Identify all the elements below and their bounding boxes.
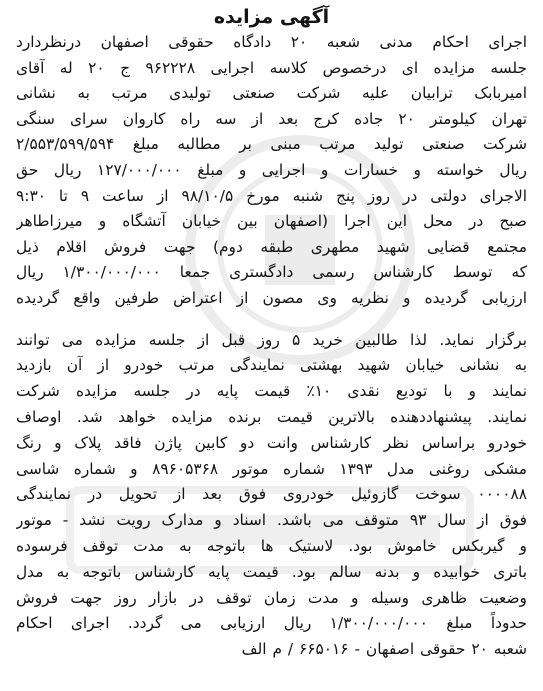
paragraph-1-line: اجرای احکام مدنی شعبه ۲۰ دادگاه حقوقی اصفهان درنظردارد [16, 33, 527, 51]
paragraph-1-line: مجتمع قضایی شهید مطهری طبقه دوم) جهت فروش اقلام ذیل [16, 237, 527, 256]
paragraph-1-line: جلسه مزایده ای درخصوص کلاسه اجرایی ۹۶۲۲۲۸ ج ۲۰ له آقای [16, 58, 527, 77]
paragraph-2-line: ۰۰۰۰۸۸ سوخت گازوئیل خودروی فوق بعد از تحویل در نمایندگی [16, 485, 527, 504]
paragraph-1-line: که توسط کارشناس رسمی دادگستری جمعا ۱/۳۰۰/۰۰۰/۰۰۰ ریال [16, 263, 527, 282]
paragraph-2-line: باتری خوابیده و بدنه سالم بود. قیمت پایه کارشناس باتوجه به مدل [16, 562, 527, 581]
paragraph-1-line: صبح در محل این اجرا (اصفهان بین خیابان آتشگاه و میرزاطاهر [16, 212, 527, 231]
paragraph-1-line: ارزیابی گردیده و نظریه وی مصون از اعتراض طرفین واقع گردیده [16, 288, 527, 307]
paragraph-2-line: وضعیت ظاهری وسیله و مدت زمان توقف در بازار روز جهت فروش [16, 588, 527, 607]
paragraph-2-line: مشکی روغنی مدل ۱۳۹۳ شماره موتور ۸۹۶۰۵۳۶۸ و شماره شاسی [16, 459, 527, 478]
paragraph-1-line: ریال خواسته و خسارات و اجرایی و مبلغ ۱۲۷/۰۰۰/۰۰۰ ریال حق [16, 160, 527, 179]
paragraph-gap [16, 312, 527, 328]
paragraph-2-line: نمایند و با تودیع نقدی ۱۰٪ قیمت پایه در جلسه مزایده شرکت [16, 382, 527, 401]
paragraph-2-line: برگزار نماید. لذا طالبین خرید ۵ روز قبل از جلسه مزایده می توانند [16, 330, 527, 349]
paragraph-1-line: تهران کیلومتر ۲۰ جاده کرج بعد از سه راه کاروان سرای سنگی [16, 109, 527, 128]
paragraph-1-line: امیربابک ترابیان علیه شرکت صنعتی تولیدی مرتب به نشانی [16, 84, 527, 103]
paragraph-2-line: نمایند. پیشنهاددهنده بالاترین قیمت برنده مزایده خواهد شد. اوصاف [16, 407, 527, 426]
paragraph-2-line: خودرو براساس نظر کارشناس وانت دو کابین پاژن فاقد پلاک و رنگ [16, 433, 527, 452]
paragraph-1-line: الاجرای دولتی در روز پنج شنبه مورخ ۹۸/۱۰/۵ از ساعت ۹ تا ۹:۳۰ [16, 186, 527, 205]
paragraph-2-line: فوق از سال ۹۳ متوقف می باشد. اسناد و مدارک رویت نشد - موتور [16, 511, 527, 530]
notice-paragraph-2 [16, 328, 527, 663]
paragraph-2-line: و گیربکس خاموش بود. لاستیک ها باتوجه به مدت توقف فرسوده [16, 536, 527, 555]
paragraph-1-line: شرکت صنعتی تولید مرتب مبنی بر مطالبه مبلغ ۲/۵۵۳/۵۹۹/۵۹۴ [16, 135, 527, 154]
paragraph-2-line: شعبه ۲۰ حقوقی اصفهان - ۶۶۵۰۱۶ / م الف [241, 640, 527, 659]
paragraph-2-line: به نشانی خیابان شهید بهشتی نمایندگی مرتب خودرو از آن بازدید [16, 356, 527, 375]
paragraph-2-line: حدوداً مبلغ ۱/۳۰۰/۰۰۰/۰۰۰ ریال ارزیابی می گردد. اجرای احکام [16, 614, 527, 633]
notice-paragraph-1 [16, 30, 527, 312]
notice-title: آگهی مزایده [213, 6, 330, 28]
